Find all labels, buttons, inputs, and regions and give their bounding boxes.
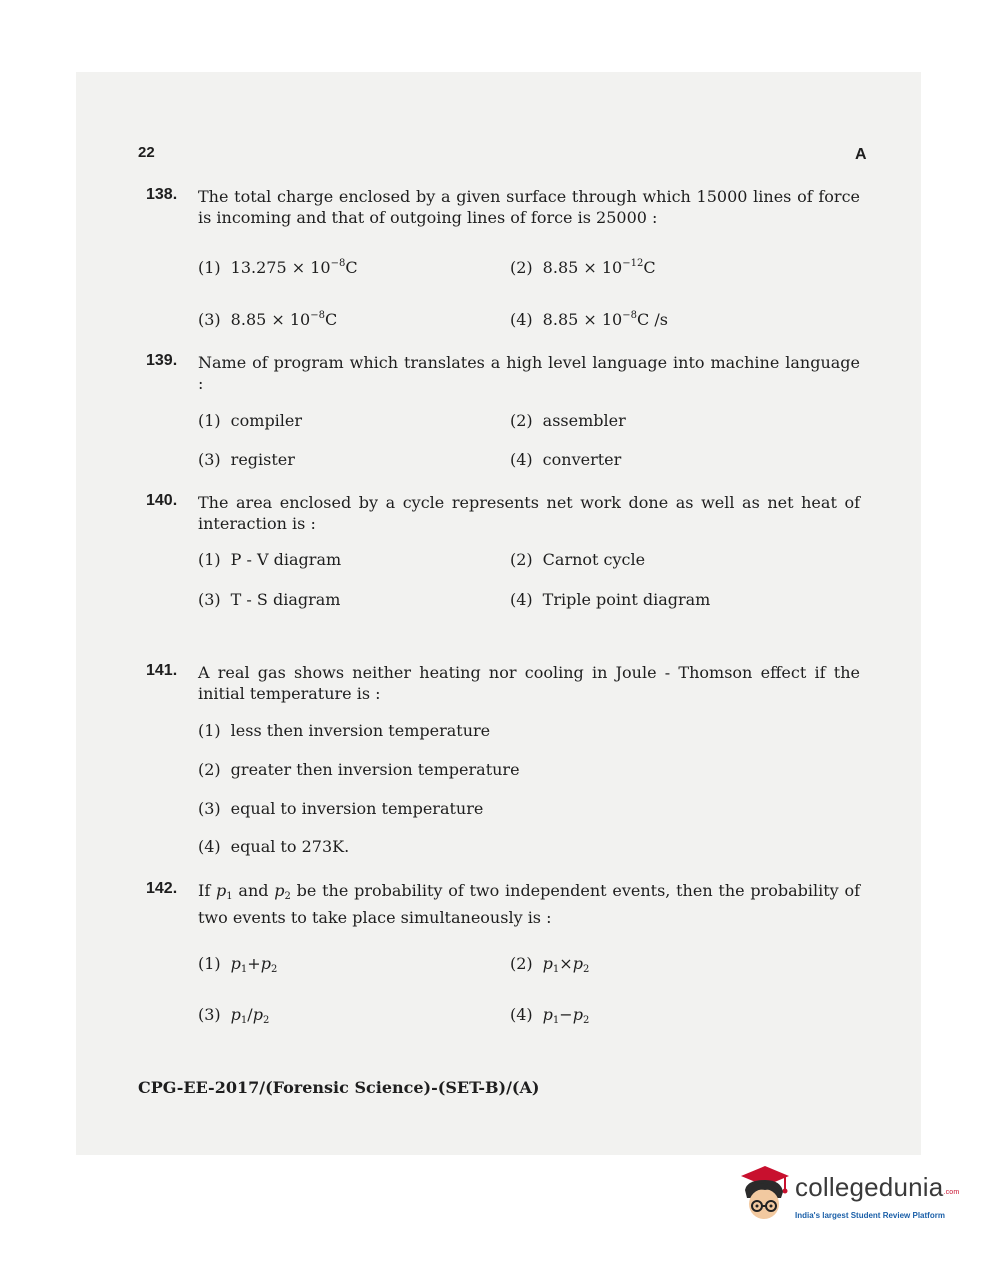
question-number: 140.: [146, 492, 178, 509]
operator: −: [559, 1005, 573, 1024]
operator: +: [247, 954, 261, 973]
subscript: 2: [270, 964, 278, 975]
variable: p: [274, 881, 285, 900]
option-exponent: −8: [622, 310, 637, 321]
question-number: 139.: [146, 352, 178, 369]
paper-code: CPG-EE-2017/(Forensic Science)-(SET-B)/(A): [138, 1078, 540, 1097]
option: [510, 550, 645, 569]
variable: p: [572, 1005, 583, 1024]
option: [510, 590, 710, 609]
option-number: (2): [510, 258, 533, 277]
option-number: (1): [198, 550, 221, 569]
option-number: (1): [198, 721, 221, 740]
option-exponent: −8: [330, 258, 346, 269]
option-value: 8.85 × 10: [230, 310, 311, 329]
option: [198, 837, 349, 856]
option-number: (4): [510, 1005, 533, 1024]
question-text: [198, 880, 860, 928]
option-number: (3): [198, 310, 221, 329]
question-text-part: and: [238, 881, 269, 900]
variable: p: [230, 1005, 241, 1024]
subscript: 2: [582, 1015, 590, 1026]
option-text: compiler: [230, 411, 303, 430]
option: [198, 590, 340, 609]
subscript: 2: [284, 891, 291, 902]
option: [198, 1005, 269, 1026]
option-text: T - S diagram: [230, 590, 341, 609]
variable: p: [230, 954, 241, 973]
option: [198, 954, 277, 975]
option-number: (3): [198, 450, 221, 469]
variable: p: [252, 1005, 263, 1024]
option: [510, 954, 589, 975]
option: [198, 799, 483, 818]
option-number: (1): [198, 258, 221, 277]
scanned-page: [76, 72, 921, 1155]
option: [198, 258, 358, 277]
option-value: 8.85 × 10: [542, 258, 623, 277]
subscript: 1: [552, 964, 560, 975]
option-text: converter: [542, 450, 622, 469]
option: [510, 450, 621, 469]
option: [198, 550, 341, 569]
option-text: register: [230, 450, 295, 469]
option: [510, 258, 656, 277]
option-number: (2): [510, 550, 533, 569]
graduate-mascot-icon: [735, 1162, 793, 1224]
option-number: (3): [198, 1005, 221, 1024]
brand-tagline: India's largest Student Review Platform: [795, 1211, 945, 1220]
variable: p: [542, 1005, 553, 1024]
option-number: (3): [198, 799, 221, 818]
question-text-part: be the probability of two independent events, then the probability of two events to take place simultaneously is :: [198, 881, 861, 927]
option: [510, 310, 668, 329]
variable: p: [572, 954, 583, 973]
option: [198, 450, 295, 469]
page-number: 22: [138, 144, 155, 161]
subscript: 2: [262, 1015, 270, 1026]
collegedunia-logo: [735, 1162, 965, 1232]
option-text: less then inversion temperature: [230, 721, 491, 740]
option-text: greater then inversion temperature: [230, 760, 520, 779]
option-number: (1): [198, 411, 221, 430]
operator: /: [247, 1005, 253, 1024]
option: [510, 1005, 589, 1026]
subscript: 1: [240, 1015, 248, 1026]
option-number: (4): [510, 450, 533, 469]
option-unit: C: [324, 310, 338, 329]
option-number: (2): [510, 411, 533, 430]
option-text: Carnot cycle: [542, 550, 646, 569]
option-number: (1): [198, 954, 221, 973]
option-text: P - V diagram: [230, 550, 342, 569]
option-text: equal to 273K.: [230, 837, 350, 856]
option-number: (3): [198, 590, 221, 609]
subscript: 2: [582, 964, 590, 975]
variable: p: [260, 954, 271, 973]
option-text: equal to inversion temperature: [230, 799, 484, 818]
subscript: 1: [240, 964, 248, 975]
option: [198, 721, 490, 740]
option: [198, 310, 337, 329]
option-number: (4): [510, 590, 533, 609]
option-number: (4): [510, 310, 533, 329]
option-unit: C /s: [636, 310, 668, 329]
question-number: 141.: [146, 662, 178, 679]
option-exponent: −8: [310, 310, 325, 321]
question-number: 138.: [146, 186, 178, 203]
option-unit: C: [345, 258, 358, 277]
variable: p: [216, 881, 227, 900]
option: [198, 760, 520, 779]
set-code: A: [855, 146, 867, 163]
operator: ×: [559, 954, 573, 973]
question-text-part: If: [198, 881, 211, 900]
variable: p: [542, 954, 553, 973]
brand-suffix: .com: [943, 1189, 960, 1196]
option-number: (4): [198, 837, 221, 856]
option-value: 8.85 × 10: [542, 310, 623, 329]
option-number: (2): [510, 954, 533, 973]
brand-name: collegedunia.com: [795, 1172, 960, 1202]
question-text: Name of program which translates a high level language into machine language :: [198, 353, 860, 393]
subscript: 1: [552, 1015, 560, 1026]
option-unit: C: [643, 258, 656, 277]
option-exponent: −12: [622, 258, 644, 269]
option-number: (2): [198, 760, 221, 779]
question-number: 142.: [146, 880, 178, 897]
option: [510, 411, 626, 430]
question-text: The area enclosed by a cycle represents net work done as well as net heat of interaction is :: [198, 493, 860, 533]
question-text: The total charge enclosed by a given surface through which 15000 lines of force is incoming and that of outgoing lines of force is 25000 :: [198, 187, 860, 227]
option-value: 13.275 × 10: [230, 258, 331, 277]
question-text: A real gas shows neither heating nor cooling in Joule - Thomson effect if the initial temperature is :: [198, 663, 860, 703]
option: [198, 411, 302, 430]
option-text: assembler: [542, 411, 626, 430]
subscript: 1: [226, 891, 233, 902]
option-text: Triple point diagram: [542, 590, 711, 609]
